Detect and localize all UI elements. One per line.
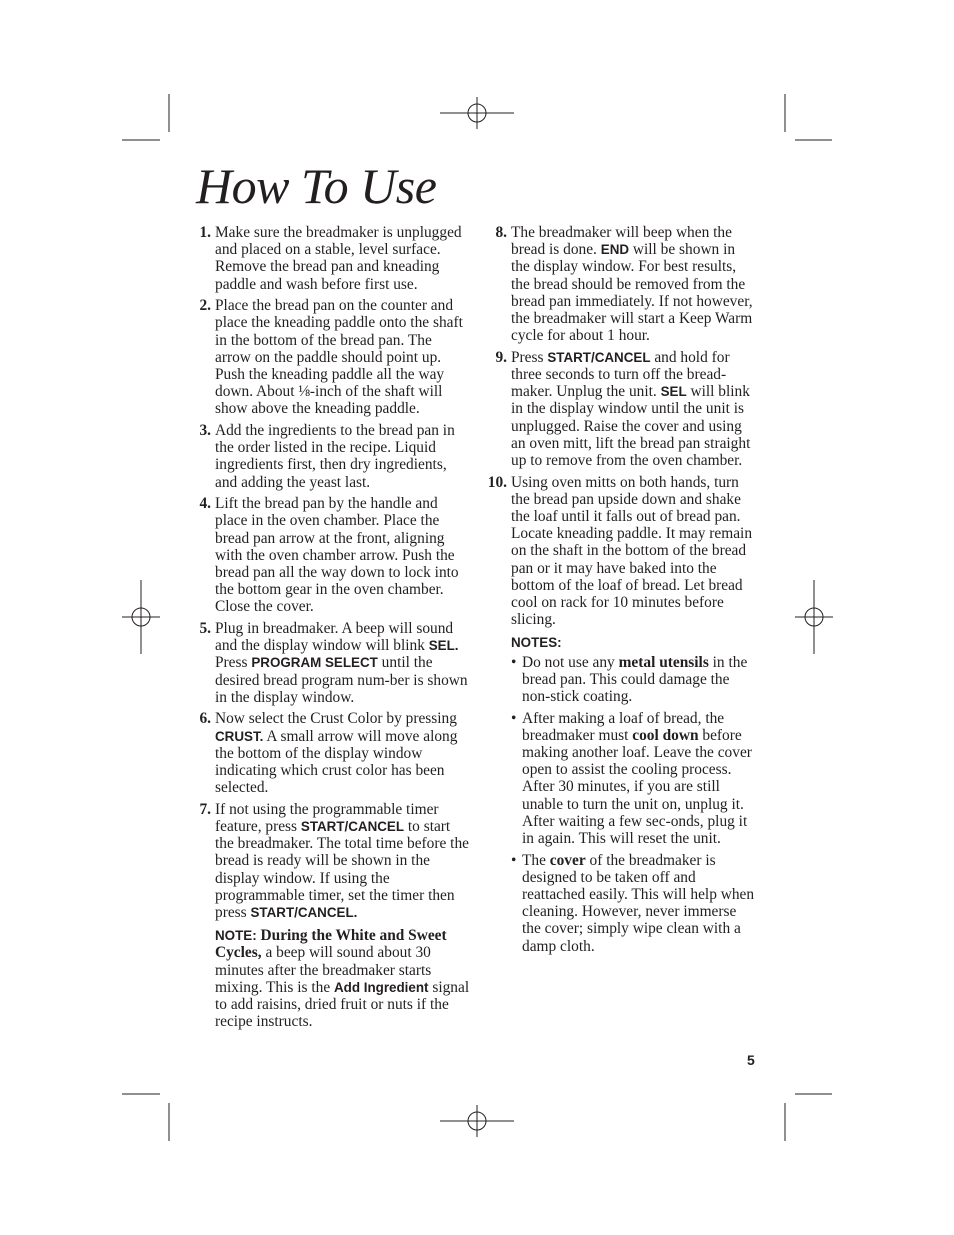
instruction-step [196, 297, 470, 417]
control-label: NOTE: [215, 928, 257, 944]
control-label: Add Ingredient [334, 979, 429, 995]
body-text: Press [215, 654, 252, 672]
bullet-icon: • [511, 653, 517, 671]
emphasis-text: cover [549, 851, 586, 869]
step-text [215, 297, 463, 417]
instruction-step [196, 710, 470, 796]
step-text [215, 801, 469, 921]
control-label: END [600, 242, 630, 258]
body-text: will be shown in the display window. For best results, the bread should be removed from the bread pan immediately. If not however, the breadmaker will start a Keep Warm cycle for about 1 hour. [511, 241, 753, 345]
body-text: of the breadmaker is designed to be taken off and reattached easily. This will help when cleaning. However, never immerse the cover; simply wipe clean with a damp cloth. [522, 851, 755, 955]
bullet-icon: • [511, 709, 517, 727]
body-text: Make sure the breadmaker is unplugged and placed on a stable, level surface. Remove the bread pan and kneading paddle and wash before first use. [215, 224, 462, 293]
step-number: 10. [487, 473, 507, 491]
body-text: Plug in breadmaker. A beep will sound and the display window will blink [215, 620, 454, 655]
note-bullet [511, 852, 757, 955]
step-text [215, 710, 457, 796]
note-paragraph [196, 927, 470, 1030]
step-text [215, 620, 468, 706]
bullet-icon: • [511, 851, 517, 869]
body-text: Place the bread pan on the counter and place the kneading paddle onto the shaft in the bottom of the bread pan. The arrow on the paddle should point up. Push the kneading paddle all the way down. About ⅛-inch of the shaft will show above the kneading paddle. [215, 297, 463, 418]
step-text [215, 422, 455, 491]
step-number: 8. [495, 224, 507, 241]
emphasis-text: cool down [632, 726, 699, 744]
note-bullet [511, 654, 757, 706]
emphasis-text: During the White and Sweet Cycles, [215, 927, 447, 962]
body-text: The [522, 851, 550, 869]
body-text: to start the breadmaker. The total time before the bread is ready will be shown in the display window. If using the programmable timer, set the timer then press [215, 818, 469, 922]
instruction-step [196, 422, 470, 491]
note-bullet [511, 710, 757, 848]
instruction-step [196, 495, 470, 615]
step-text [215, 224, 462, 293]
body-text: The breadmaker will beep when the bread is done. [511, 224, 732, 259]
body-text: a beep will sound about 30 minutes after the breadmaker starts mixing. This is the [215, 944, 432, 996]
right-column [487, 224, 757, 959]
notes-list [511, 654, 757, 955]
instruction-step [487, 224, 757, 344]
control-label: PROGRAM SELECT [251, 655, 378, 671]
step-text [511, 474, 752, 629]
emphasis-text: metal utensils [618, 653, 709, 671]
body-text: A small arrow will move along the bottom of the display window indicating which crust color has been selected. [215, 727, 458, 797]
instruction-step [487, 474, 757, 629]
body-text: Add the ingredients to the bread pan in the order listed in the recipe. Liquid ingredients first, then dry ingredients, and adding the yeast last. [215, 422, 455, 491]
body-text: Now select the Crust Color by pressing [215, 710, 457, 728]
step-number: 5. [199, 620, 211, 638]
step-text [511, 224, 753, 344]
step-number: 9. [495, 348, 507, 366]
step-text [511, 349, 750, 469]
body-text: until the desired bread program num-ber is shown in the display window. [215, 654, 468, 706]
instruction-steps-right [487, 224, 757, 628]
body-text: Using oven mitts on both hands, turn the bread pan upside down and shake the loaf until it falls out of bread pan. Locate kneading paddle. It may remain on the shaft in the bottom of the bread pan or it may have baked into the bottom of the loaf of bread. Let bread cool on rack for 10 minutes before slicing. [511, 473, 753, 629]
page-number: 5 [747, 1052, 755, 1068]
body-text: Lift the bread pan by the handle and place in the oven chamber. Place the bread pan arrow at the front, aligning with the oven chamber arrow. Push the bread pan all the way down to lock into the bottom gear in the oven chamber. Close the cover. [215, 495, 459, 616]
control-label: SEL [660, 384, 687, 400]
body-text: Press [511, 348, 548, 366]
step-text [215, 495, 459, 615]
body-text: signal to add raisins, dried fruit or nuts if the recipe instructs. [215, 978, 470, 1031]
body-text: Do not use any [522, 653, 619, 671]
instruction-step [196, 224, 470, 293]
page-title: How To Use [196, 158, 437, 214]
step-number: 7. [199, 800, 211, 818]
body-text: in the bread pan. This could damage the non-stick coating. [522, 653, 748, 706]
body-text: After making a loaf of bread, the breadmaker must [522, 709, 725, 744]
control-label: START/CANCEL. [250, 905, 358, 921]
step-number: 3. [199, 422, 211, 440]
control-label: CRUST. [215, 728, 264, 744]
body-text: and hold for three seconds to turn off the bread-maker. Unplug the unit. [511, 348, 730, 401]
notes-section [487, 634, 757, 954]
instruction-steps-left [196, 224, 470, 921]
instruction-step [196, 620, 470, 706]
control-label: START/CANCEL [547, 349, 651, 365]
left-column [196, 224, 470, 1030]
instruction-step [196, 801, 470, 921]
step-number: 4. [199, 495, 211, 513]
control-label: START/CANCEL [300, 819, 405, 835]
body-text: will blink in the display window until the unit is unplugged. Raise the cover and using an oven mitt, lift the bread pan straight up to remove from the oven chamber. [511, 383, 751, 470]
control-label: SEL. [428, 638, 459, 654]
instruction-step [487, 349, 757, 469]
step-number: 2. [199, 297, 211, 315]
step-number: 6. [199, 710, 211, 728]
notes-heading: NOTES: [511, 635, 562, 651]
body-text: before making another loaf. Leave the cover open to assist the cooling process. After 30 minutes, if you are still unable to turn the unit on, unplug it. After waiting a few sec-onds, plug it in again. This will reset the unit. [522, 726, 752, 848]
body-text: If not using the programmable timer feature, press [215, 800, 439, 836]
step-number: 1. [199, 224, 211, 241]
